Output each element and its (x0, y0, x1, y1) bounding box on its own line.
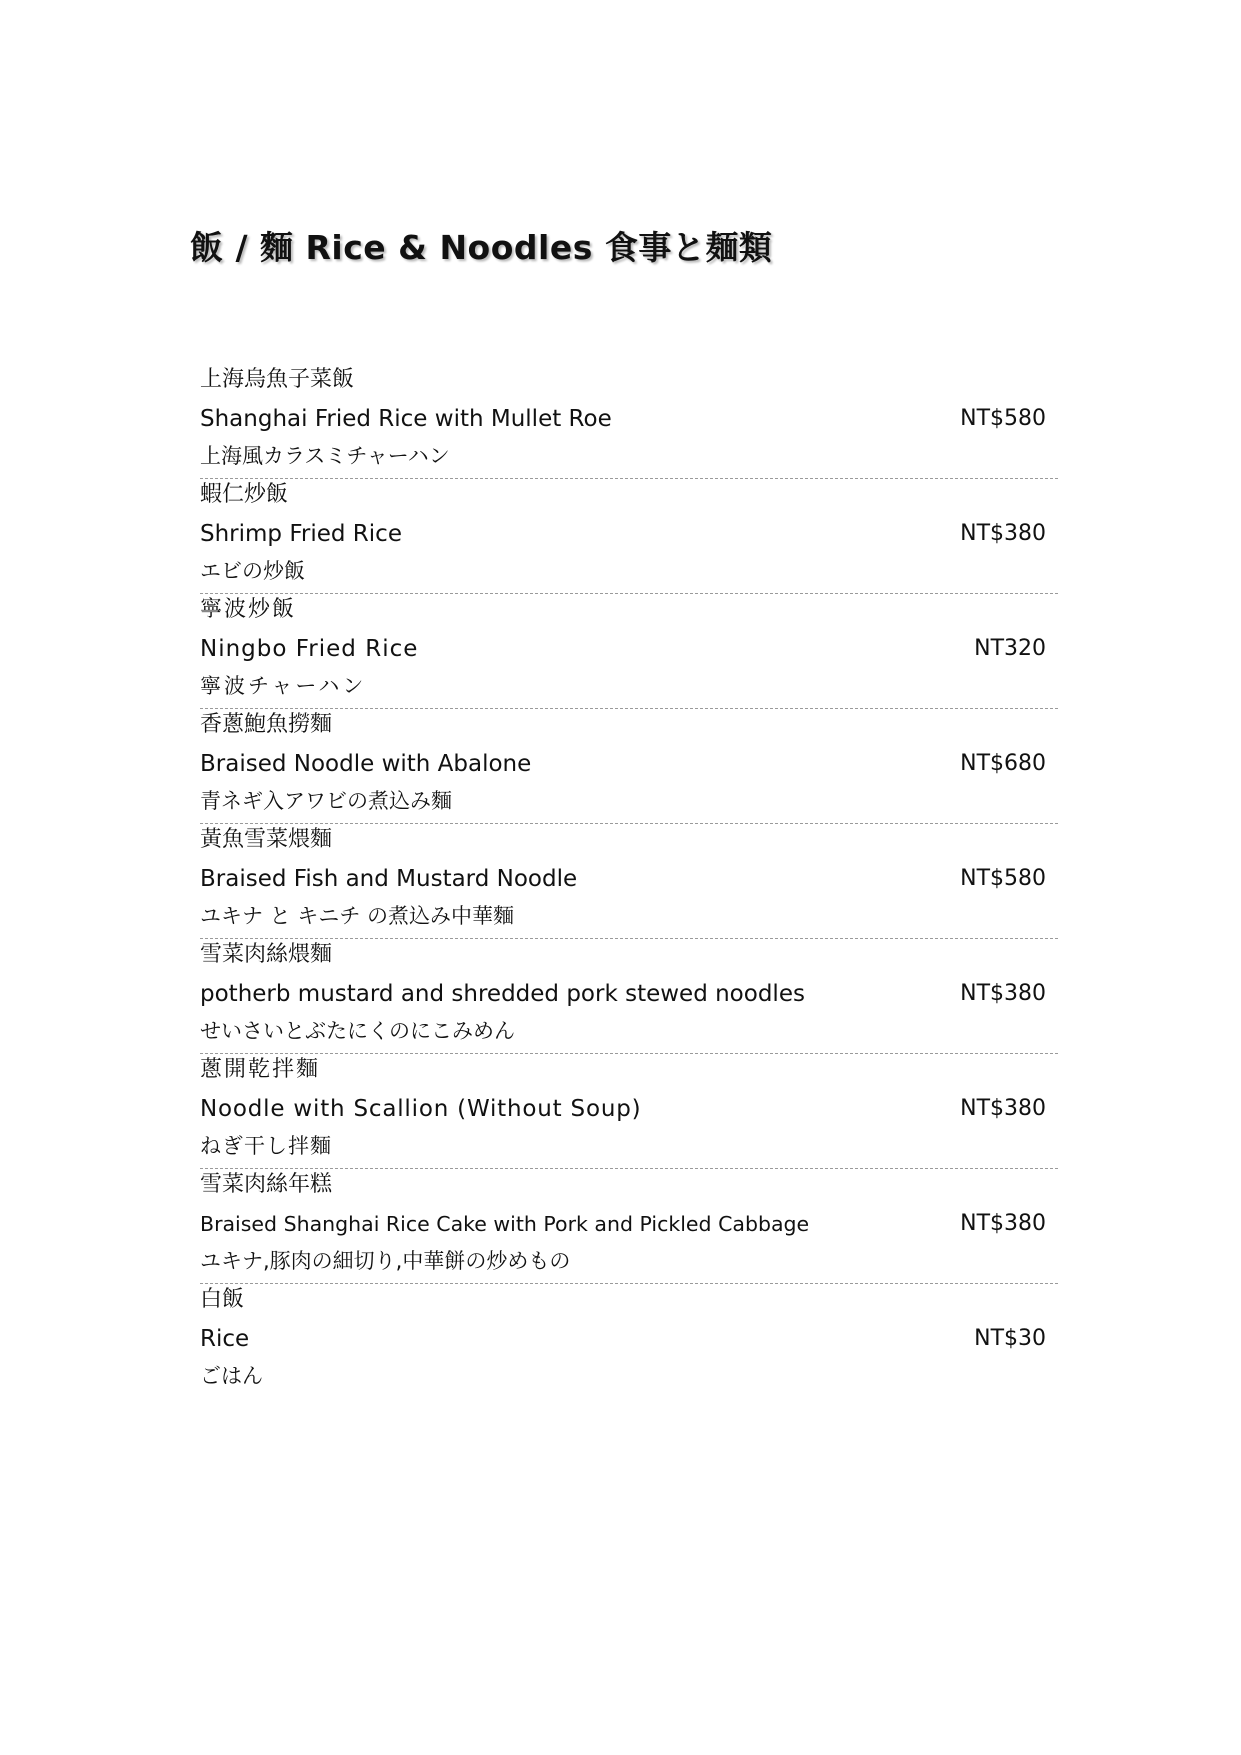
item-japanese-name: 上海風カラスミチャーハン (200, 444, 450, 468)
menu-item-mullet-roe-rice (200, 364, 1058, 479)
menu-item-shrimp-fried-rice (200, 479, 1058, 594)
menu-item-pork-stewed-noodles (200, 939, 1058, 1054)
item-english-name: Shanghai Fried Rice with Mullet Roe (200, 406, 612, 432)
item-price: NT$380 (960, 1211, 1046, 1236)
item-price: NT$580 (960, 866, 1046, 891)
item-english-name: Shrimp Fried Rice (200, 521, 402, 547)
item-japanese-name: ごはん (200, 1364, 263, 1388)
menu-item-ningbo-fried-rice (200, 594, 1058, 709)
menu-list (200, 364, 1058, 1398)
item-english-name: Ningbo Fried Rice (200, 636, 419, 662)
menu-item-scallion-noodle (200, 1054, 1058, 1169)
item-english-name: Noodle with Scallion (Without Soup) (200, 1096, 642, 1122)
page-title: 飯 / 麵 Rice & Noodles 食事と麺類 (190, 228, 773, 267)
item-english-name: Braised Noodle with Abalone (200, 751, 532, 777)
item-japanese-name: ユキナ,豚肉の細切り,中華餅の炒めもの (200, 1249, 571, 1273)
item-english-name: potherb mustard and shredded pork stewed noodles (200, 981, 805, 1007)
item-price: NT$380 (960, 1096, 1046, 1121)
item-chinese-name: 黃魚雪菜煨麵 (200, 827, 333, 852)
item-chinese-name: 蝦仁炒飯 (200, 482, 289, 507)
item-english-name: Braised Shanghai Rice Cake with Pork and Pickled Cabbage (200, 1212, 810, 1236)
item-price: NT$30 (974, 1326, 1046, 1351)
item-chinese-name: 雪菜肉絲年糕 (200, 1172, 333, 1197)
item-chinese-name: 雪菜肉絲煨麵 (200, 942, 333, 967)
item-chinese-name: 白飯 (200, 1287, 245, 1312)
item-japanese-name: ユキナ と キニチ の煮込み中華麵 (200, 904, 515, 928)
menu-item-fish-mustard-noodle (200, 824, 1058, 939)
item-price: NT$380 (960, 521, 1046, 546)
item-japanese-name: 青ネギ入アワビの煮込み麵 (200, 789, 452, 813)
item-japanese-name: 寧波チャーハン (200, 674, 367, 698)
item-price: NT$680 (960, 751, 1046, 776)
menu-item-rice (200, 1284, 1058, 1398)
item-price: NT320 (974, 636, 1046, 661)
item-japanese-name: せいさいとぶたにくのにこみめん (200, 1019, 515, 1043)
item-japanese-name: ねぎ干し拌麵 (200, 1134, 332, 1158)
item-chinese-name: 香蔥鮑魚撈麵 (200, 712, 333, 737)
item-price: NT$580 (960, 406, 1046, 431)
item-chinese-name: 上海烏魚子菜飯 (200, 367, 355, 392)
menu-item-rice-cake (200, 1169, 1058, 1284)
item-chinese-name: 蔥開乾拌麵 (200, 1057, 321, 1082)
item-price: NT$380 (960, 981, 1046, 1006)
item-english-name: Rice (200, 1326, 250, 1352)
item-chinese-name: 寧波炒飯 (200, 597, 297, 622)
menu-item-abalone-noodle (200, 709, 1058, 824)
item-english-name: Braised Fish and Mustard Noodle (200, 866, 578, 892)
item-japanese-name: エビの炒飯 (200, 559, 305, 583)
